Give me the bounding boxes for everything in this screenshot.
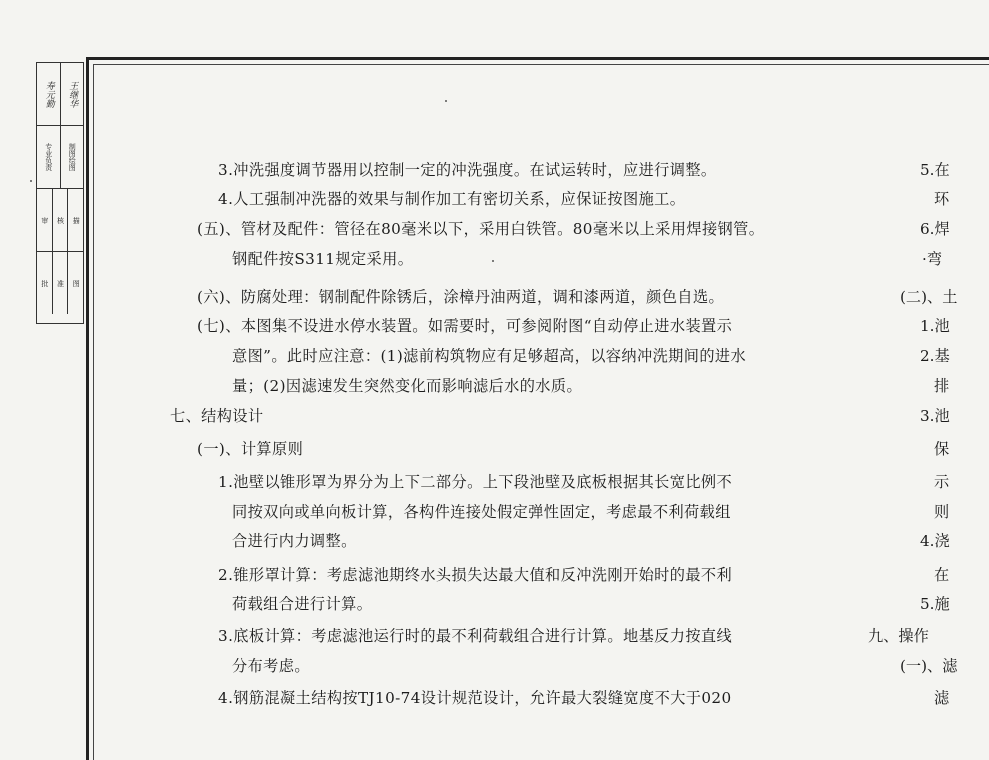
text-line: 意图”。此时应注意：(1)滤前构筑物应有足够超高，以容纳冲洗期间的进水: [232, 347, 747, 365]
right-col-line: 3.池: [920, 407, 950, 425]
scan-speck: [492, 260, 494, 262]
right-col-line: 1.池: [920, 317, 950, 335]
right-col-line: 2.基: [920, 347, 950, 365]
text-line: 合进行内力调整。: [232, 532, 357, 550]
right-col-line: 6.焊: [920, 220, 950, 238]
stamp-row-roles: [37, 126, 83, 189]
text-line: 3.底板计算：考虑滤池运行时的最不利荷载组合进行计算。地基反力按直线: [218, 627, 733, 645]
right-col-line: 5.施: [920, 595, 950, 613]
right-col-line: 九、操作: [868, 627, 929, 645]
right-col-line: (二)、土: [900, 288, 958, 306]
text-line: 荷载组合进行计算。: [232, 595, 373, 613]
text-line: 3.冲洗强度调节器用以控制一定的冲洗强度。在试运转时，应进行调整。: [218, 161, 717, 179]
stamp-label: 核: [53, 189, 69, 251]
stamp-label: 批: [37, 252, 53, 314]
text-line: 4.人工强制冲洗器的效果与制作加工有密切关系，应保证按图施工。: [218, 190, 686, 208]
stamp-row-review: [37, 189, 83, 252]
right-col-line: ·弯: [922, 250, 943, 268]
text-line: (六)、防腐处理：钢制配件除锈后，涂樟丹油两道，调和漆两道，颜色自选。: [197, 288, 725, 306]
right-col-line: 示: [934, 473, 950, 491]
stamp-label: 制图绘图: [68, 143, 77, 171]
right-col-line: 4.浇: [920, 532, 950, 550]
scan-speck: [30, 180, 32, 182]
stamp-label: 准: [53, 252, 69, 314]
signature-2: 王继华: [67, 80, 78, 108]
right-col-line: 则: [934, 503, 950, 521]
right-col-line: 在: [934, 566, 950, 584]
stamp-label: 专业负责: [37, 126, 61, 188]
text-line: 1.池壁以锥形罩为界分为上下二部分。上下段池壁及底板根据其长宽比例不: [218, 473, 733, 491]
title-block-stamp: [36, 62, 84, 324]
scan-speck: [445, 100, 447, 102]
signature-1: 寿元勤: [37, 63, 61, 125]
text-line: (七)、本图集不设进水停水装置。如需要时，可参阅附图“自动停止进水装置示: [197, 317, 733, 335]
text-line: 分布考虑。: [232, 657, 310, 675]
right-col-line: 环: [934, 190, 950, 208]
text-line: (五)、管材及配件：管径在80毫米以下，采用白铁管。80毫米以上采用焊接钢管。: [197, 220, 765, 238]
stamp-label: 描: [72, 216, 81, 224]
text-line: 量；(2)因滤速发生突然变化而影响滤后水的水质。: [232, 377, 583, 395]
stamp-label: 图: [72, 279, 81, 287]
stamp-row-signatures: [37, 63, 83, 126]
text-line: 钢配件按S311规定采用。: [232, 250, 414, 268]
right-col-line: 滤: [934, 689, 950, 707]
section-heading: 七、结构设计: [170, 407, 264, 425]
text-line: 4.钢筋混凝土结构按TJ10-74设计规范设计，允许最大裂缝宽度不大于020: [218, 689, 732, 707]
stamp-label: 审: [37, 189, 53, 251]
stamp-row-approve: [37, 252, 83, 314]
right-col-line: (一)、滤: [900, 657, 958, 675]
right-col-line: 排: [934, 377, 950, 395]
right-col-line: 5.在: [920, 161, 950, 179]
text-line: 2.锥形罩计算：考虑滤池期终水头损失达最大值和反冲洗刚开始时的最不利: [218, 566, 733, 584]
text-line: 同按双向或单向板计算，各构件连接处假定弹性固定，考虑最不利荷载组: [232, 503, 731, 521]
subsection-heading: (一)、计算原则: [197, 440, 304, 458]
right-col-line: 保: [934, 440, 950, 458]
